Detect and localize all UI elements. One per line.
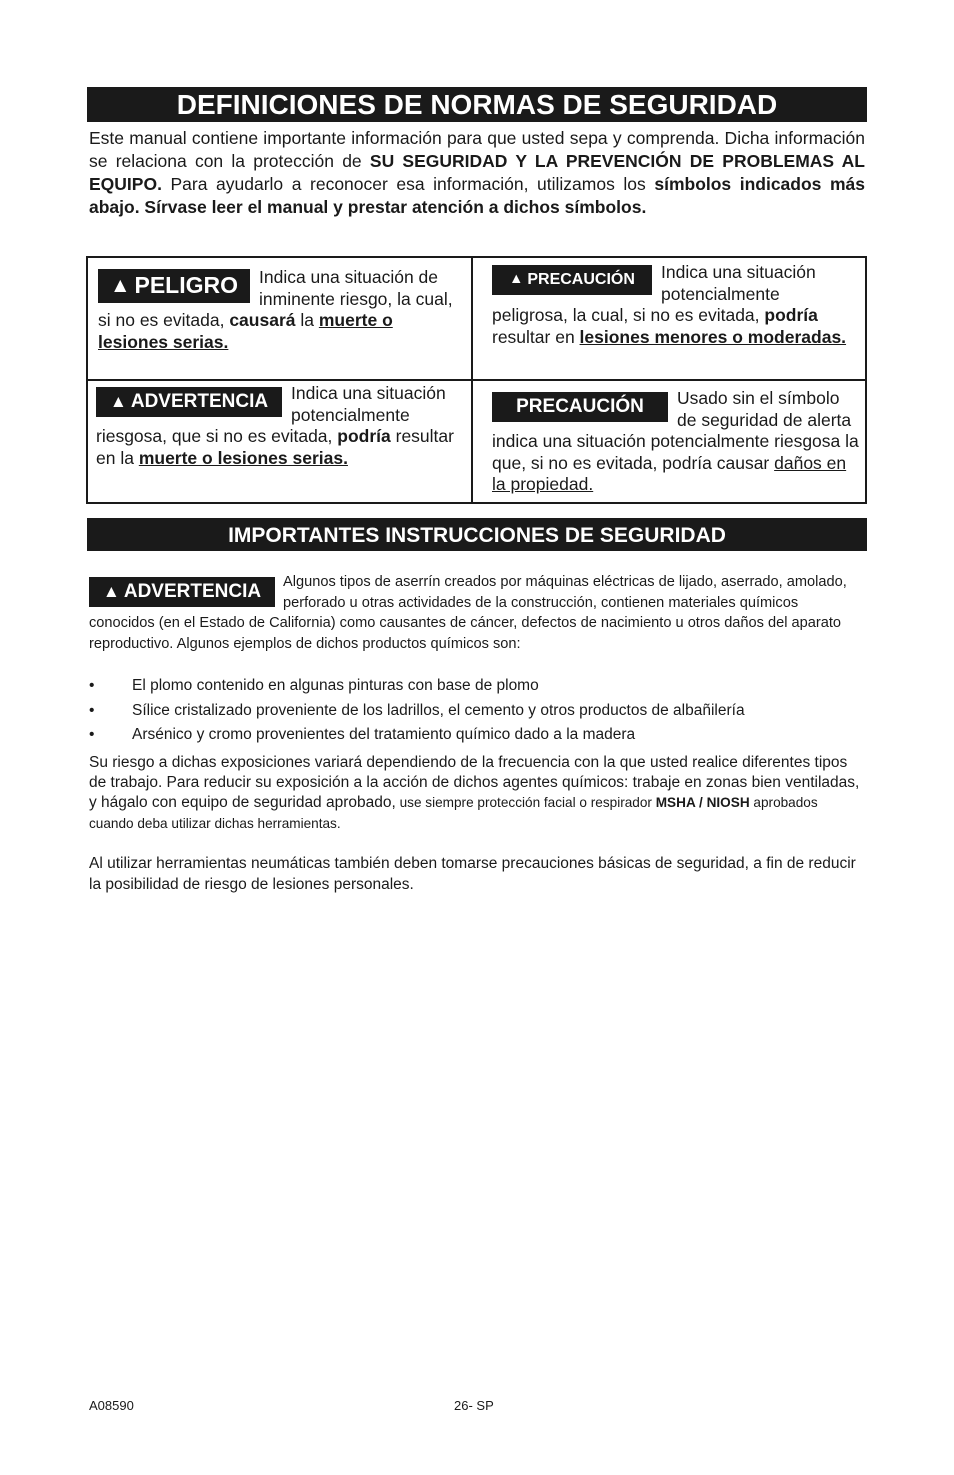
precaucion-label: PRECAUCIÓN	[527, 271, 635, 289]
precaucion-underlined: lesiones menores o moderadas.	[579, 326, 847, 347]
precaucion-signal-word	[492, 265, 652, 295]
advertencia-signal-word	[96, 387, 282, 417]
advertencia-underlined: muerte o lesiones serias.	[138, 447, 348, 468]
chemicals-list	[89, 674, 865, 748]
exposure-bold: MSHA / NIOSH	[655, 795, 750, 811]
intro-bold-2: símbolos indicados más abajo. Sírvase leer el manual y prestar atención a dichos símbolos.	[89, 174, 865, 217]
section-title: IMPORTANTES INSTRUCCIONES DE SEGURIDAD	[87, 518, 867, 551]
intro-text-2: Para ayudarlo a reconocer esa información, utilizamos los	[161, 174, 655, 194]
definitions-table	[86, 256, 867, 504]
bullet: •	[89, 677, 95, 694]
precaucion-bold: podría	[764, 305, 818, 325]
document-code: A08590	[89, 1398, 134, 1413]
advertencia-text-2: resultar en la	[96, 426, 454, 468]
warning-triangle-icon: ▲	[509, 271, 524, 288]
warning-label: ADVERTENCIA	[123, 580, 262, 602]
precaucion-text-1: Indica una situación potencialmente peligrosa, la cual, si no es evitada,	[492, 262, 816, 325]
definition-precaucion-symbol	[492, 262, 860, 348]
list-item-text: El plomo contenido en algunas pinturas con base de plomo	[132, 677, 539, 694]
peligro-signal-word	[98, 269, 250, 303]
precaucion-plain-text: Usado sin el símbolo de seguridad de alerta indica una situación potencialmente riesgosa la que, si no es evitada, podría causar	[492, 388, 859, 473]
peligro-underlined: muerte o lesiones serias.	[98, 310, 393, 352]
definition-precaucion-plain	[492, 388, 862, 496]
precaucion-plain-label: PRECAUCIÓN	[516, 396, 644, 418]
list-item	[89, 723, 865, 748]
definition-peligro	[98, 267, 460, 353]
intro-bold-1: SU SEGURIDAD Y LA PREVENCIÓN DE PROBLEMAS AL EQUIPO.	[89, 151, 866, 194]
list-item	[89, 699, 865, 724]
bullet: •	[89, 701, 95, 719]
warning-triangle-icon: ▲	[102, 581, 120, 601]
page-title: DEFINICIONES DE NORMAS DE SEGURIDAD	[87, 87, 867, 122]
peligro-bold: causará	[229, 310, 296, 330]
advertencia-text-1: Indica una situación potencialmente riesgosa, que si no es evitada,	[96, 383, 446, 446]
warning-triangle-icon: ▲	[109, 392, 127, 412]
exposure-text-1: Su riesgo a dichas exposiciones variará dependiendo de la frecuencia con la que usted realice diferentes tipos de trabajo. Para reducir su exposición a la acción de dichos agentes químicos: trabaje en zonas bien ventiladas, y hágalo con equipo de seguridad aprobado,	[89, 754, 860, 812]
bullet: •	[89, 726, 95, 743]
table-divider-horizontal	[88, 379, 865, 381]
advertencia-label: ADVERTENCIA	[130, 391, 269, 413]
intro-paragraph	[89, 127, 865, 219]
precaucion-plain-signal-word	[492, 392, 668, 422]
warning-text: Algunos tipos de aserrín creados por máquinas eléctricas de lijado, aserrado, amolado, perforado u otras actividades de la construcción, contienen materiales químicos conocidos (en el Estado de California) como causantes de cáncer, defectos de nacimiento u otros daños del aparato reproductivo. Algunos ejemplos de dichos productos químicos son:	[89, 574, 847, 652]
peligro-text-1: Indica una situación de inminente riesgo, la cual, si no es evitada,	[98, 267, 453, 330]
peligro-label: PELIGRO	[134, 272, 238, 299]
exposure-text-3: aprobados cuando deba utilizar dichas herramientas.	[89, 795, 818, 831]
list-item-text: Sílice cristalizado proveniente de los ladrillos, el cemento y otros productos de albañilería	[132, 701, 745, 719]
pneumatic-paragraph: Al utilizar herramientas neumáticas también deben tomarse precauciones básicas de seguridad, a fin de reducir la posibilidad de riesgo de lesiones personales.	[89, 855, 856, 893]
advertencia-signal-word-2	[89, 577, 275, 607]
page-number: 26- SP	[454, 1398, 494, 1413]
definition-advertencia	[96, 383, 461, 469]
exposure-paragraph	[89, 753, 865, 834]
california-warning	[89, 572, 867, 654]
list-item	[89, 674, 865, 699]
advertencia-bold: podría	[337, 426, 391, 446]
warning-triangle-icon: ▲	[110, 274, 131, 298]
peligro-text-2: la	[295, 310, 319, 330]
precaucion-plain-underlined: daños en la propiedad.	[492, 452, 847, 494]
exposure-text-2: use siempre protección facial o respirador	[395, 795, 656, 811]
list-item-text: Arsénico y cromo provenientes del tratamiento químico dado a la madera	[132, 726, 636, 743]
precaucion-text-2: resultar en	[492, 326, 580, 347]
intro-text-1: Este manual contiene importante información para que usted sepa y comprenda. Dicha información se relaciona con la protección de	[89, 128, 865, 171]
